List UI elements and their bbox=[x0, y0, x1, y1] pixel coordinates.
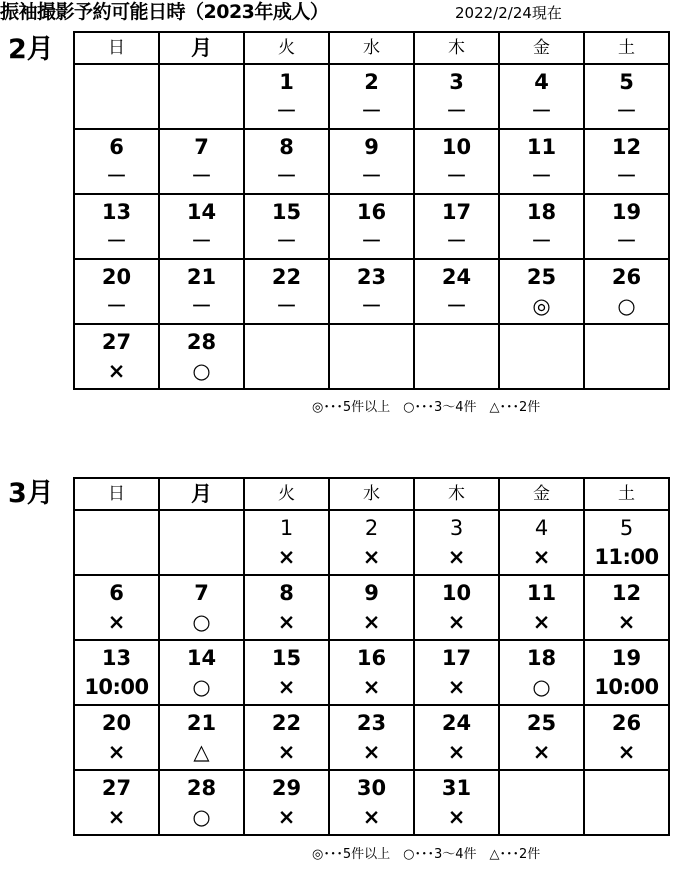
availability-status: × bbox=[362, 805, 381, 829]
calendar-mar bbox=[73, 477, 670, 836]
day-number bbox=[500, 325, 583, 328]
day-cell bbox=[159, 705, 244, 770]
availability-status: － bbox=[276, 164, 297, 188]
availability-status: 10:00 bbox=[84, 675, 149, 699]
availability-status: × bbox=[532, 610, 551, 634]
day-cell bbox=[74, 194, 159, 259]
week-row bbox=[74, 640, 669, 705]
day-number: 3 bbox=[449, 516, 464, 540]
day-number: 1 bbox=[279, 516, 294, 540]
day-cell bbox=[74, 129, 159, 194]
day-cell bbox=[244, 64, 329, 129]
day-number: 12 bbox=[611, 581, 642, 605]
day-number: 9 bbox=[364, 135, 379, 159]
day-cell bbox=[329, 194, 414, 259]
day-number: 13 bbox=[101, 646, 132, 670]
week-row bbox=[74, 259, 669, 324]
day-cell bbox=[584, 705, 669, 770]
day-number: 19 bbox=[611, 646, 642, 670]
day-number: 7 bbox=[194, 135, 209, 159]
day-cell bbox=[584, 575, 669, 640]
weekday-wed: 水 bbox=[329, 478, 414, 510]
day-number: 14 bbox=[186, 646, 217, 670]
day-cell bbox=[329, 259, 414, 324]
availability-status: － bbox=[446, 99, 467, 123]
day-number: 17 bbox=[441, 200, 472, 224]
availability-status: × bbox=[447, 610, 466, 634]
availability-status: × bbox=[617, 740, 636, 764]
day-number: 1 bbox=[279, 70, 294, 94]
day-cell bbox=[499, 575, 584, 640]
availability-status: × bbox=[277, 740, 296, 764]
week-row bbox=[74, 770, 669, 835]
availability-status: － bbox=[446, 164, 467, 188]
day-cell bbox=[159, 194, 244, 259]
day-cell bbox=[329, 324, 414, 389]
update-date: 2022/2/24現在 bbox=[455, 4, 562, 22]
availability-status: － bbox=[616, 164, 637, 188]
day-cell bbox=[244, 575, 329, 640]
weekday-header-row bbox=[74, 478, 669, 510]
day-number bbox=[75, 511, 158, 514]
week-row bbox=[74, 64, 669, 129]
day-cell bbox=[414, 324, 499, 389]
day-number: 8 bbox=[279, 581, 294, 605]
availability-status: ○ bbox=[617, 294, 636, 318]
availability-status: × bbox=[277, 675, 296, 699]
day-number: 6 bbox=[109, 581, 124, 605]
availability-status: － bbox=[531, 99, 552, 123]
availability-status: × bbox=[617, 610, 636, 634]
availability-status: × bbox=[107, 805, 126, 829]
day-number: 7 bbox=[194, 581, 209, 605]
day-number: 24 bbox=[441, 711, 472, 735]
week-row bbox=[74, 705, 669, 770]
availability-status: － bbox=[361, 294, 382, 318]
day-number: 20 bbox=[101, 265, 132, 289]
day-cell bbox=[499, 194, 584, 259]
day-number: 2 bbox=[364, 516, 379, 540]
day-number: 19 bbox=[611, 200, 642, 224]
availability-status: ◎ bbox=[532, 294, 551, 318]
day-number bbox=[500, 771, 583, 774]
day-number: 9 bbox=[364, 581, 379, 605]
availability-status: × bbox=[107, 610, 126, 634]
day-cell bbox=[414, 510, 499, 575]
day-number: 4 bbox=[534, 516, 549, 540]
day-cell bbox=[74, 510, 159, 575]
day-number: 15 bbox=[271, 200, 302, 224]
weekday-sun: 日 bbox=[74, 478, 159, 510]
day-cell bbox=[244, 705, 329, 770]
availability-status: － bbox=[531, 164, 552, 188]
day-cell bbox=[74, 64, 159, 129]
day-cell bbox=[159, 510, 244, 575]
day-number: 2 bbox=[364, 70, 379, 94]
day-number: 8 bbox=[279, 135, 294, 159]
availability-status: － bbox=[106, 164, 127, 188]
day-cell bbox=[414, 575, 499, 640]
day-cell bbox=[74, 640, 159, 705]
page-title: 振袖撮影予約可能日時（2023年成人） bbox=[0, 1, 329, 23]
day-cell bbox=[244, 770, 329, 835]
weekday-tue: 火 bbox=[244, 32, 329, 64]
day-cell bbox=[74, 324, 159, 389]
day-number: 31 bbox=[441, 776, 472, 800]
availability-status: － bbox=[616, 229, 637, 253]
day-cell bbox=[499, 324, 584, 389]
day-number: 4 bbox=[534, 70, 549, 94]
day-cell bbox=[584, 770, 669, 835]
weekday-sun: 日 bbox=[74, 32, 159, 64]
weekday-fri: 金 bbox=[499, 32, 584, 64]
day-cell bbox=[244, 510, 329, 575]
day-number: 22 bbox=[271, 265, 302, 289]
day-cell bbox=[244, 324, 329, 389]
availability-status: － bbox=[616, 99, 637, 123]
calendar-feb bbox=[73, 31, 670, 390]
day-number bbox=[415, 325, 498, 328]
availability-status: 10:00 bbox=[594, 675, 659, 699]
day-cell bbox=[244, 129, 329, 194]
day-cell bbox=[584, 129, 669, 194]
day-cell bbox=[74, 575, 159, 640]
day-number: 15 bbox=[271, 646, 302, 670]
weekday-wed: 水 bbox=[329, 32, 414, 64]
weekday-thu: 木 bbox=[414, 32, 499, 64]
day-number bbox=[160, 511, 243, 514]
day-cell bbox=[159, 770, 244, 835]
day-cell bbox=[584, 64, 669, 129]
day-number: 24 bbox=[441, 265, 472, 289]
day-number: 5 bbox=[619, 70, 634, 94]
availability-status: 11:00 bbox=[594, 545, 659, 569]
day-cell bbox=[414, 770, 499, 835]
day-number: 28 bbox=[186, 330, 217, 354]
day-cell bbox=[414, 194, 499, 259]
day-number: 27 bbox=[101, 330, 132, 354]
day-cell bbox=[74, 705, 159, 770]
day-number: 18 bbox=[526, 646, 557, 670]
day-number: 6 bbox=[109, 135, 124, 159]
day-cell bbox=[499, 770, 584, 835]
availability-status: ○ bbox=[192, 359, 211, 383]
availability-status: × bbox=[107, 359, 126, 383]
day-cell bbox=[414, 640, 499, 705]
day-cell bbox=[74, 259, 159, 324]
day-number: 21 bbox=[186, 711, 217, 735]
day-number: 21 bbox=[186, 265, 217, 289]
availability-status: ○ bbox=[192, 675, 211, 699]
day-number: 10 bbox=[441, 581, 472, 605]
week-row bbox=[74, 324, 669, 389]
availability-status: － bbox=[531, 229, 552, 253]
day-number: 10 bbox=[441, 135, 472, 159]
day-number: 25 bbox=[526, 265, 557, 289]
availability-status: × bbox=[447, 805, 466, 829]
day-cell bbox=[159, 259, 244, 324]
day-cell bbox=[499, 64, 584, 129]
day-cell bbox=[499, 129, 584, 194]
day-number: 11 bbox=[526, 135, 557, 159]
weekday-mon: 月 bbox=[159, 32, 244, 64]
availability-status: ○ bbox=[192, 610, 211, 634]
day-number: 16 bbox=[356, 200, 387, 224]
day-number: 5 bbox=[619, 516, 634, 540]
availability-status: － bbox=[276, 99, 297, 123]
day-cell bbox=[584, 324, 669, 389]
day-number: 22 bbox=[271, 711, 302, 735]
day-number: 26 bbox=[611, 265, 642, 289]
day-cell bbox=[159, 575, 244, 640]
day-cell bbox=[584, 510, 669, 575]
availability-status: － bbox=[191, 164, 212, 188]
day-cell bbox=[584, 640, 669, 705]
day-number: 30 bbox=[356, 776, 387, 800]
day-number: 25 bbox=[526, 711, 557, 735]
availability-status: － bbox=[361, 99, 382, 123]
day-number bbox=[75, 65, 158, 68]
day-number: 12 bbox=[611, 135, 642, 159]
day-number: 3 bbox=[449, 70, 464, 94]
availability-status: × bbox=[362, 675, 381, 699]
day-number: 17 bbox=[441, 646, 472, 670]
day-number bbox=[245, 325, 328, 328]
day-cell bbox=[329, 770, 414, 835]
day-number: 16 bbox=[356, 646, 387, 670]
legend-mar: ◎･･･5件以上 ○･･･3～4件 △･･･2件 bbox=[312, 847, 541, 862]
availability-status: × bbox=[447, 545, 466, 569]
day-cell bbox=[329, 640, 414, 705]
availability-status: × bbox=[362, 545, 381, 569]
day-cell bbox=[329, 705, 414, 770]
day-cell bbox=[414, 259, 499, 324]
availability-status: － bbox=[361, 229, 382, 253]
availability-status: － bbox=[276, 229, 297, 253]
day-number: 20 bbox=[101, 711, 132, 735]
availability-status: × bbox=[362, 740, 381, 764]
availability-status: × bbox=[107, 740, 126, 764]
day-cell bbox=[499, 259, 584, 324]
availability-status: × bbox=[447, 675, 466, 699]
day-cell bbox=[414, 64, 499, 129]
availability-status: × bbox=[532, 740, 551, 764]
day-number bbox=[585, 771, 668, 774]
weekday-fri: 金 bbox=[499, 478, 584, 510]
day-number: 18 bbox=[526, 200, 557, 224]
week-row bbox=[74, 129, 669, 194]
day-number bbox=[585, 325, 668, 328]
day-cell bbox=[584, 259, 669, 324]
day-number: 26 bbox=[611, 711, 642, 735]
day-cell bbox=[159, 324, 244, 389]
day-number: 28 bbox=[186, 776, 217, 800]
day-cell bbox=[159, 64, 244, 129]
day-cell bbox=[499, 705, 584, 770]
availability-status: × bbox=[532, 545, 551, 569]
day-cell bbox=[244, 640, 329, 705]
day-number bbox=[160, 65, 243, 68]
day-number: 13 bbox=[101, 200, 132, 224]
availability-status: ○ bbox=[532, 675, 551, 699]
availability-status: － bbox=[361, 164, 382, 188]
availability-status: － bbox=[276, 294, 297, 318]
day-number: 23 bbox=[356, 711, 387, 735]
day-number bbox=[330, 325, 413, 328]
weekday-sat: 土 bbox=[584, 478, 669, 510]
day-cell bbox=[499, 640, 584, 705]
availability-status: × bbox=[277, 610, 296, 634]
day-cell bbox=[74, 770, 159, 835]
weekday-header-row bbox=[74, 32, 669, 64]
month-label-mar: 3月 bbox=[8, 478, 54, 509]
week-row bbox=[74, 575, 669, 640]
day-number: 14 bbox=[186, 200, 217, 224]
day-cell bbox=[414, 705, 499, 770]
availability-status: － bbox=[446, 229, 467, 253]
weekday-thu: 木 bbox=[414, 478, 499, 510]
availability-status: － bbox=[191, 229, 212, 253]
day-cell bbox=[414, 129, 499, 194]
day-cell bbox=[584, 194, 669, 259]
day-cell bbox=[159, 129, 244, 194]
day-cell bbox=[329, 510, 414, 575]
day-cell bbox=[244, 194, 329, 259]
weekday-sat: 土 bbox=[584, 32, 669, 64]
day-cell bbox=[159, 640, 244, 705]
weekday-mon: 月 bbox=[159, 478, 244, 510]
availability-status: － bbox=[446, 294, 467, 318]
week-row bbox=[74, 194, 669, 259]
day-cell bbox=[244, 259, 329, 324]
availability-status: × bbox=[362, 610, 381, 634]
availability-status: ○ bbox=[192, 805, 211, 829]
month-label-feb: 2月 bbox=[8, 34, 54, 65]
day-number: 29 bbox=[271, 776, 302, 800]
availability-status: － bbox=[191, 294, 212, 318]
availability-status: × bbox=[447, 740, 466, 764]
day-cell bbox=[329, 64, 414, 129]
day-cell bbox=[329, 575, 414, 640]
weekday-tue: 火 bbox=[244, 478, 329, 510]
day-number: 23 bbox=[356, 265, 387, 289]
availability-status: × bbox=[277, 805, 296, 829]
legend-feb: ◎･･･5件以上 ○･･･3～4件 △･･･2件 bbox=[312, 400, 541, 415]
day-number: 27 bbox=[101, 776, 132, 800]
availability-status: － bbox=[106, 294, 127, 318]
availability-status: △ bbox=[193, 740, 210, 764]
day-cell bbox=[499, 510, 584, 575]
week-row bbox=[74, 510, 669, 575]
day-number: 11 bbox=[526, 581, 557, 605]
day-cell bbox=[329, 129, 414, 194]
availability-status: × bbox=[277, 545, 296, 569]
availability-status: － bbox=[106, 229, 127, 253]
